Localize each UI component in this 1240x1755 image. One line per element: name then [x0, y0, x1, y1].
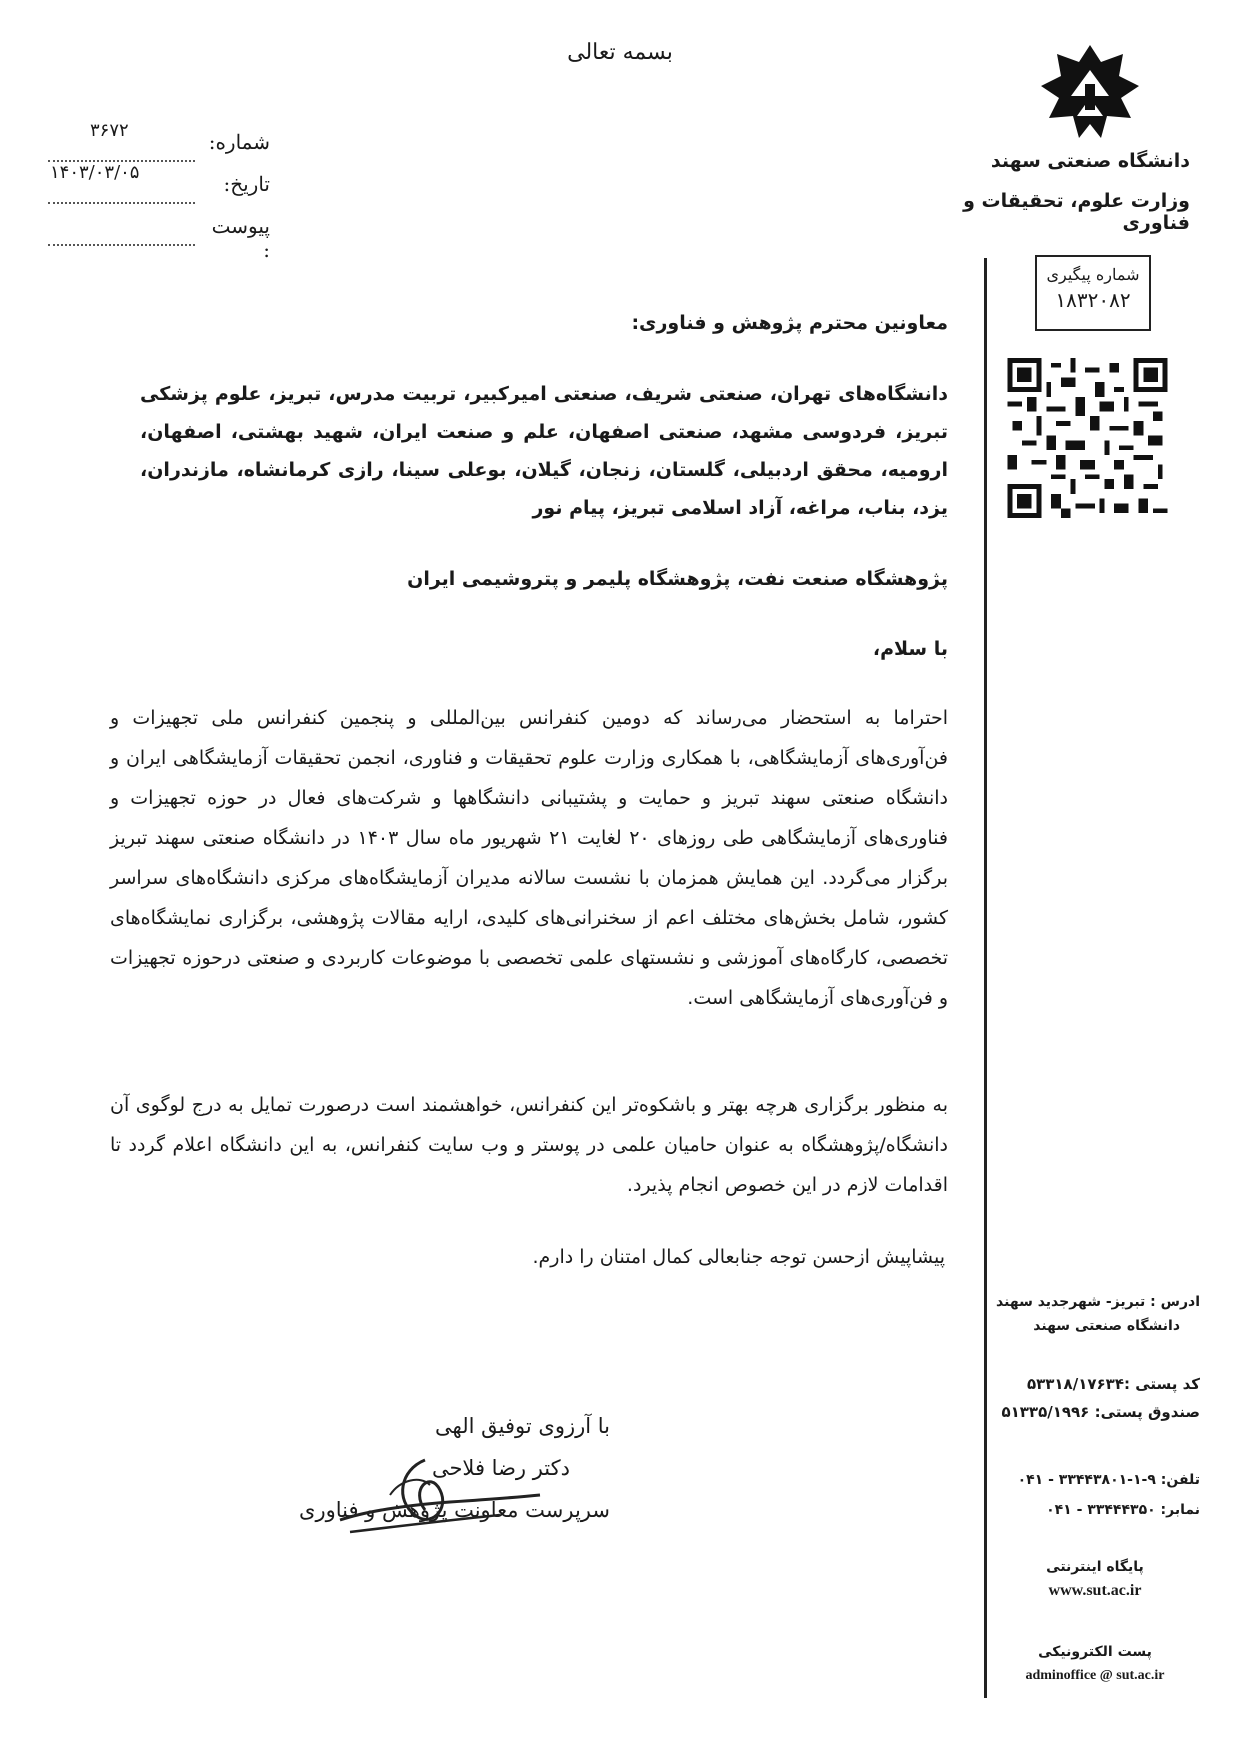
date-label: تاریخ: [223, 172, 270, 196]
date-dotted-line [48, 202, 195, 204]
universities-list: دانشگاه‌های تهران، صنعتی شریف، صنعتی امیرکبیر، تربیت مدرس، تبریز، علوم پزشکی تبریز، فردوسی مشهد، صنعتی اصفهان، علم و صنعت ایران، شهید بهشتی، اصفهان، ارومیه، محقق اردبیلی، گلستان، زنجان، گیلان، بوعلی سینا، رازی کرمانشاه، مازندران، یزد، بناب، مراغه، آزاد اسلامی تبریز، پیام نور [140, 383, 948, 519]
number-label: شماره: [208, 130, 270, 154]
body-paragraph-2: به منظور برگزاری هرچه بهتر و باشکوه‌تر این کنفرانس، خواهشمند است درصورت تمایل به درج لوگوی آن دانشگاه/پژوهشگاه به عنوان حامیان علمی در پوستر و وب سایت کنفرانس، به این دانشگاه اعلام گردد تا اقدامات لازم در این خصوص انجام پذیرد. [110, 1094, 948, 1196]
tracking-number: ۱۸۳۲۰۸۲ [1055, 288, 1131, 312]
addressee: معاونین محترم پژوهش و فناوری: [631, 312, 948, 334]
handwritten-signature [330, 1440, 590, 1560]
po-box: صندوق پستی: ۵۱۳۳۵/۱۹۹۶ [1001, 1403, 1200, 1421]
attachment-label: پیوست : [211, 214, 270, 262]
attachment-dotted-line [48, 244, 195, 246]
address-line-1: ادرس : تبریز- شهرجدید سهند [996, 1294, 1200, 1310]
email-label: پست الکترونیکی [1038, 1644, 1152, 1660]
closing-wish: با آرزوی توفیق الهی [435, 1414, 610, 1438]
closing-line: پیشاپیش ازحسن توجه جنابعالی کمال امتنان را دارم. [532, 1246, 945, 1268]
organization-name: دانشگاه صنعتی سهند [990, 150, 1190, 172]
fax-number: نمابر: ۳۳۴۴۴۳۵۰ - ۰۴۱ [1046, 1502, 1200, 1518]
attachment-row [40, 214, 270, 262]
university-logo [1035, 40, 1145, 150]
postal-code: کد پستی :۵۳۳۱۸/۱۷۶۳۴ [1026, 1375, 1200, 1393]
invocation: بسمه تعالی [567, 40, 673, 65]
website-link[interactable]: www.sut.ac.ir [1048, 1582, 1142, 1599]
website-label: پایگاه اینترنتی [1046, 1559, 1144, 1575]
letter-date: ۱۴۰۳/۰۳/۰۵ [50, 162, 140, 183]
tracking-label: شماره پیگیری [1046, 265, 1140, 284]
letter-date-row [40, 162, 270, 212]
greeting: با سلام، [872, 638, 948, 660]
institutes-list: پژوهشگاه صنعت نفت، پژوهشگاه پلیمر و پتروشیمی ایران [407, 568, 948, 590]
phone-number: تلفن: ۹-۱-۳۳۴۴۳۸۰۱ - ۰۴۱ [1017, 1472, 1200, 1488]
signer-title: سرپرست معاونت پژوهش و فناوری [299, 1498, 610, 1522]
letter-number: ۳۶۷۲ [90, 120, 129, 141]
tracking-box [1035, 255, 1151, 331]
signer-name: دکتر رضا فلاحی [431, 1456, 570, 1480]
qr-code [1005, 358, 1170, 518]
body-paragraph-1: احتراما به استحضار می‌رساند که دومین کنفرانس بین‌المللی و پنجمین کنفرانس ملی تجهیزات و فن‌آوری‌های آزمایشگاهی، با همکاری وزارت علوم تحقیقات و فناوری، انجمن تحقیقات آزمایشگاهی ایران و دانشگاه صنعتی سهند تبریز و حمایت و پشتیبانی دانشگاهها و شرکت‌های فعال در حوزه تجهیزات و فناوری‌های آزمایشگاهی طی روزهای ۲۰ لغایت ۲۱ شهریور ماه سال ۱۴۰۳ در دانشگاه صنعتی سهند تبریز برگزار می‌گردد. این همایش همزمان با نشست سالانه مدیران آزمایشگاه‌های مرکزی دانشگاه‌های سراسر کشور، شامل بخش‌های مختلف اعم از سخنرانی‌های کلیدی، ارایه مقالات پژوهشی، برگزاری نمایشگاه‌های تخصصی، کارگاه‌های آموزشی و نشستهای علمی تخصصی با موضوعات کاربردی و صنعتی درحوزه تجهیزات و فن‌آوری‌های آزمایشگاهی است. [110, 707, 948, 1009]
phone-block [990, 1465, 1200, 1525]
email-block [1000, 1640, 1190, 1688]
column-divider [984, 258, 987, 1698]
address-block [990, 1290, 1200, 1338]
email-link[interactable]: adminoffice @ sut.ac.ir [1025, 1668, 1165, 1683]
ministry-name: وزارت علوم، تحقیقات و فناوری [963, 190, 1190, 234]
postal-block [990, 1370, 1200, 1426]
address-line-2: دانشگاه صنعتی سهند [1033, 1318, 1180, 1334]
website-block [1000, 1555, 1190, 1603]
